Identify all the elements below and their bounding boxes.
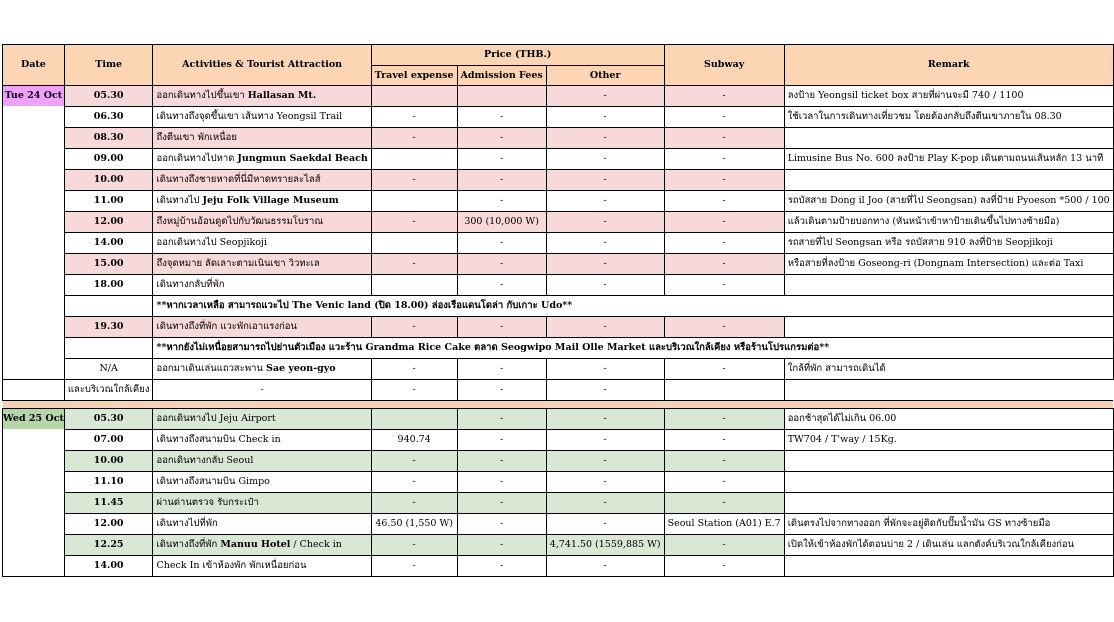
table-row xyxy=(3,191,1114,212)
travel-expense-cell: 940.74 xyxy=(371,430,457,451)
table-row xyxy=(3,233,1114,254)
remark-cell xyxy=(784,275,1113,296)
subway-cell: - xyxy=(664,359,784,380)
remark-cell xyxy=(784,493,1113,514)
header-date: Date xyxy=(3,45,65,86)
admission-fee-cell: - xyxy=(457,191,546,212)
other-cost-cell: - xyxy=(546,359,664,380)
travel-expense-cell: - xyxy=(371,170,457,191)
activity-cell: และบริเวณใกล้เคียง xyxy=(64,380,153,401)
activity-text: ถึงจุดหมาย ลัดเลาะตามเนินเขา วิวทะเล xyxy=(156,258,320,269)
time-cell: 06.30 xyxy=(64,107,153,128)
subway-cell: - xyxy=(664,409,784,430)
other-cost-cell: - xyxy=(546,212,664,233)
activity-text: เดินทางถึงสนามบิน Gimpo xyxy=(156,476,270,487)
admission-fee-cell: - xyxy=(457,149,546,170)
subway-cell: - xyxy=(664,107,784,128)
header-subway: Subway xyxy=(664,45,784,86)
admission-fee-cell: - xyxy=(457,556,546,577)
time-cell: 11.10 xyxy=(64,472,153,493)
activity-cell: เดินทางถึงที่พัก แวะพักเอาแรงก่อน xyxy=(153,317,371,338)
admission-fee-cell: - xyxy=(457,233,546,254)
travel-expense-cell: - xyxy=(371,128,457,149)
activity-cell xyxy=(153,556,371,577)
admission-fee-cell: - xyxy=(457,430,546,451)
activity-cell xyxy=(153,359,371,380)
subway-cell: - xyxy=(664,233,784,254)
admission-fee-cell: - xyxy=(457,128,546,149)
table-row xyxy=(3,170,1114,191)
activity-cell xyxy=(153,514,371,535)
admission-fee-cell: - xyxy=(457,359,546,380)
travel-expense-cell xyxy=(371,233,457,254)
date-cell xyxy=(3,409,65,577)
table-row xyxy=(3,472,1114,493)
other-cost-cell: - xyxy=(546,409,664,430)
activity-text: เดินทางไปที่พัก xyxy=(156,518,218,529)
activity-cell xyxy=(153,254,371,275)
remark-cell xyxy=(784,128,1113,149)
activity-cell xyxy=(153,86,371,107)
other-cost-cell: - xyxy=(546,493,664,514)
table-row xyxy=(3,409,1114,430)
activity-cell xyxy=(153,233,371,254)
admission-fee-cell: - xyxy=(457,107,546,128)
other-cost-cell: - xyxy=(546,275,664,296)
remark-cell xyxy=(784,317,1113,338)
other-cost-cell: - xyxy=(546,191,664,212)
time-cell: 07.00 xyxy=(64,430,153,451)
time-cell: 14.00 xyxy=(64,556,153,577)
table-row xyxy=(3,107,1114,128)
subway-cell: - xyxy=(664,493,784,514)
remark-cell xyxy=(664,380,784,401)
activity-text: ถึงหมู่บ้านอ้อนดูดไปกับวัฒนธรรมโบราณ xyxy=(156,216,324,227)
admission-fee-cell xyxy=(457,86,546,107)
travel-expense-cell xyxy=(371,149,457,170)
travel-expense-cell: 46.50 (1,550 W) xyxy=(371,514,457,535)
travel-expense-cell: - xyxy=(371,359,457,380)
travel-expense-cell: - xyxy=(371,493,457,514)
time-cell: 08.30 xyxy=(64,128,153,149)
remark-cell: ใกล้ที่พัก สามารถเดินได้ xyxy=(784,359,1113,380)
activity-text: เดินทางถึงชายหาดที่นี่มีหาดทรายละไลส์ xyxy=(156,174,321,185)
activity-place: Jeju Folk Village Museum xyxy=(202,195,339,206)
other-cost-cell: - xyxy=(546,254,664,275)
time-cell xyxy=(64,338,153,359)
other-cost-cell: - xyxy=(546,149,664,170)
remark-cell: Limusine Bus No. 600 ลงป้าย Play K-pop เดินตามถนนเส้นหลัก 13 นาที xyxy=(784,149,1113,170)
time-cell: 10.00 xyxy=(64,170,153,191)
time-cell: 11.00 xyxy=(64,191,153,212)
table-row xyxy=(3,430,1114,451)
subway-cell: - xyxy=(664,317,784,338)
note-row xyxy=(3,296,1114,317)
subway-cell: - xyxy=(664,212,784,233)
remark-cell xyxy=(784,170,1113,191)
day1-body xyxy=(3,86,1114,401)
activity-cell xyxy=(153,472,371,493)
table-row xyxy=(3,556,1114,577)
travel-expense-cell xyxy=(371,275,457,296)
day2-body xyxy=(3,409,1114,577)
table-row xyxy=(3,493,1114,514)
activity-cell xyxy=(153,212,371,233)
other-cost-cell: - xyxy=(546,86,664,107)
activity-text: เดินทางกลับที่พัก xyxy=(156,279,225,290)
table-row xyxy=(3,359,1114,380)
table-row xyxy=(3,275,1114,296)
table-row xyxy=(3,317,1114,338)
time-cell: 05.30 xyxy=(64,409,153,430)
activity-text: เดินทางไป xyxy=(156,195,203,206)
travel-expense-cell: - xyxy=(371,535,457,556)
note-text: **หากยังไม่เหนื่อยสามารถไปย่านตัวเมือง แวะร้าน Grandma Rice Cake ตลาด Seogwipo Mail Olle Market และบริเวณใกล้เคียง หรือร้านโปรแกรมต่อ** xyxy=(153,338,1113,359)
other-cost-cell: - xyxy=(546,451,664,472)
activity-place: Sae yeon-gyo xyxy=(265,363,336,374)
time-cell: 15.00 xyxy=(64,254,153,275)
activity-cell xyxy=(153,275,371,296)
remark-cell: รถบัสสาย Dong il Joo (สายที่ไป Seongsan) ลงที่ป้าย Pyoeson *500 / 100 xyxy=(784,191,1113,212)
table-row xyxy=(3,451,1114,472)
subway-cell: - xyxy=(664,535,784,556)
travel-expense-cell xyxy=(371,191,457,212)
travel-expense-cell: - xyxy=(371,472,457,493)
travel-expense-cell: - xyxy=(153,380,371,401)
subway-cell: - xyxy=(546,380,664,401)
subway-cell: - xyxy=(664,86,784,107)
table-row xyxy=(3,212,1114,233)
subway-cell: - xyxy=(664,254,784,275)
other-cost-cell: - xyxy=(546,556,664,577)
header-activities: Activities & Tourist Attraction xyxy=(153,45,371,86)
remark-cell: ลงป้าย Yeongsil ticket box สายที่ผ่านจะมี 740 / 1100 xyxy=(784,86,1113,107)
table-row xyxy=(3,535,1114,556)
admission-fee-cell: - xyxy=(457,170,546,191)
admission-fee-cell: - xyxy=(371,380,457,401)
activity-text: เดินทางถึงสนามบิน Check in xyxy=(156,434,281,445)
time-cell: 12.00 xyxy=(64,514,153,535)
travel-expense-cell: - xyxy=(371,317,457,338)
other-cost-cell: - xyxy=(546,233,664,254)
admission-fee-cell: - xyxy=(457,535,546,556)
activity-cell xyxy=(153,107,371,128)
time-cell: 19.30 xyxy=(64,317,153,338)
admission-fee-cell: - xyxy=(457,514,546,535)
subway-cell: - xyxy=(664,451,784,472)
activity-cell xyxy=(153,191,371,212)
time-cell: 10.00 xyxy=(64,451,153,472)
other-cost-cell: - xyxy=(546,128,664,149)
table-row xyxy=(3,149,1114,170)
remark-cell: แล้วเดินตามป้ายบอกทาง (หันหน้าเข้าหาป้ายเดินขึ้นไปทางซ้ายมือ) xyxy=(784,212,1113,233)
header-remark: Remark xyxy=(784,45,1113,86)
remark-cell: ใช้เวลาในการเดินทางเที่ยวชม โดยต้องกลับถึงตีนเขาภายใน 08.30 xyxy=(784,107,1113,128)
activity-text: ออกเดินทางไปหาด xyxy=(156,153,238,164)
activity-text: ผ่านด่านตรวจ รับกระเป๋า xyxy=(156,497,259,508)
subway-cell: - xyxy=(664,170,784,191)
remark-cell: เปิดให้เข้าห้องพักได้ตอนบ่าย 2 / เดินเล่น แลกตังค์บริเวณใกล้เคียงก่อน xyxy=(784,535,1113,556)
time-cell: 14.00 xyxy=(64,233,153,254)
other-cost-cell: - xyxy=(546,472,664,493)
activity-cell xyxy=(153,535,371,556)
travel-expense-cell: - xyxy=(371,556,457,577)
time-cell xyxy=(3,380,65,401)
activity-place: Jungmun Saekdal Beach xyxy=(237,153,368,164)
admission-fee-cell: - xyxy=(457,254,546,275)
admission-fee-cell: 300 (10,000 W) xyxy=(457,212,546,233)
time-cell: 12.00 xyxy=(64,212,153,233)
date-cell xyxy=(3,86,65,380)
activity-text: ออกเดินทางไป Jeju Airport xyxy=(156,413,276,424)
header-travel-expense: Travel expense xyxy=(371,66,457,86)
other-cost-cell: - xyxy=(546,514,664,535)
subway-cell: - xyxy=(664,472,784,493)
activity-text-suffix: / Check in xyxy=(290,539,342,550)
activity-cell xyxy=(153,493,371,514)
subway-cell: - xyxy=(664,128,784,149)
activity-cell xyxy=(153,451,371,472)
subway-cell: - xyxy=(664,149,784,170)
activity-cell xyxy=(153,170,371,191)
other-cost-cell: - xyxy=(546,170,664,191)
remark-cell: ออกช้าสุดได้ไม่เกิน 06.00 xyxy=(784,409,1113,430)
time-cell: 05.30 xyxy=(64,86,153,107)
table-row xyxy=(3,254,1114,275)
admission-fee-cell: - xyxy=(457,275,546,296)
activity-text: ออกเดินทางไปขึ้นเขา xyxy=(156,90,248,101)
other-cost-cell: - xyxy=(546,430,664,451)
remark-cell xyxy=(784,472,1113,493)
header-other: Other xyxy=(546,66,664,86)
header-price: Price (THB.) xyxy=(371,45,664,66)
remark-cell: เดินตรงไปจากทางออก ที่พักจะอยู่ติดกับปั๊มน้ำมัน GS ทางซ้ายมือ xyxy=(784,514,1113,535)
day-separator xyxy=(3,401,1114,409)
activity-cell xyxy=(153,149,371,170)
subway-cell: Seoul Station (A01) E.7 xyxy=(664,514,784,535)
admission-fee-cell: - xyxy=(457,472,546,493)
admission-fee-cell: - xyxy=(457,317,546,338)
itinerary-table xyxy=(2,44,1114,577)
other-cost-cell: - xyxy=(457,380,546,401)
table-row xyxy=(3,380,1114,401)
header-time: Time xyxy=(64,45,153,86)
activity-text: ถึงตีนเขา พักเหนื่อย xyxy=(156,132,237,143)
note-row xyxy=(3,338,1114,359)
time-cell xyxy=(64,296,153,317)
activity-text: ออกเดินทางไป Seopjikoji xyxy=(156,237,267,248)
time-cell: 12.25 xyxy=(64,535,153,556)
activity-cell xyxy=(153,128,371,149)
table-row xyxy=(3,86,1114,107)
table-row xyxy=(3,514,1114,535)
travel-expense-cell: - xyxy=(371,107,457,128)
remark-cell: รถสายที่ไป Seongsan หรือ รถบัสสาย 910 ลงที่ป้าย Seopjikoji xyxy=(784,233,1113,254)
activity-text: เดินทางถึงจุดขึ้นเขา เส้นทาง Yeongsil Trail xyxy=(156,111,343,122)
remark-cell: TW704 / T'way / 15Kg. xyxy=(784,430,1113,451)
activity-place: Manuu Hotel xyxy=(220,539,291,550)
travel-expense-cell: - xyxy=(371,212,457,233)
remark-cell xyxy=(784,451,1113,472)
date-label: Wed 25 Oct xyxy=(3,409,64,429)
header-admission-fees: Admission Fees xyxy=(457,66,546,86)
subway-cell: - xyxy=(664,556,784,577)
remark-cell xyxy=(784,556,1113,577)
travel-expense-cell xyxy=(371,409,457,430)
note-text: **หากเวลาเหลือ สามารถแวะไป The Venic land (ปิด 18.00) ล่องเรือแดนโดล่า กับเกาะ Udo** xyxy=(153,296,1113,317)
time-cell: 09.00 xyxy=(64,149,153,170)
time-cell: 11.45 xyxy=(64,493,153,514)
activity-text: ออกมาเดินเล่นแถวสะพาน xyxy=(156,363,266,374)
subway-cell: - xyxy=(664,430,784,451)
subway-cell: - xyxy=(664,275,784,296)
other-cost-cell: 4,741.50 (1559,885 W) xyxy=(546,535,664,556)
activity-place: Hallasan Mt. xyxy=(247,90,317,101)
activity-text: Check In เข้าห้องพัก พักเหนื่อยก่อน xyxy=(156,560,307,571)
time-cell: N/A xyxy=(64,359,153,380)
admission-fee-cell: - xyxy=(457,451,546,472)
date-label: Tue 24 Oct xyxy=(3,86,64,106)
other-cost-cell: - xyxy=(546,107,664,128)
travel-expense-cell xyxy=(371,86,457,107)
table-row xyxy=(3,128,1114,149)
admission-fee-cell: - xyxy=(457,493,546,514)
activity-cell xyxy=(153,430,371,451)
other-cost-cell: - xyxy=(546,317,664,338)
remark-cell: หรือสายที่ลงป้าย Goseong-ri (Dongnam Intersection) และต่อ Taxi xyxy=(784,254,1113,275)
activity-cell xyxy=(153,409,371,430)
activity-text: เดินทางถึงที่พัก xyxy=(156,539,221,550)
activity-text: ออกเดินทางกลับ Seoul xyxy=(156,455,254,466)
subway-cell: - xyxy=(664,191,784,212)
travel-expense-cell: - xyxy=(371,254,457,275)
time-cell: 18.00 xyxy=(64,275,153,296)
admission-fee-cell: - xyxy=(457,409,546,430)
travel-expense-cell: - xyxy=(371,451,457,472)
